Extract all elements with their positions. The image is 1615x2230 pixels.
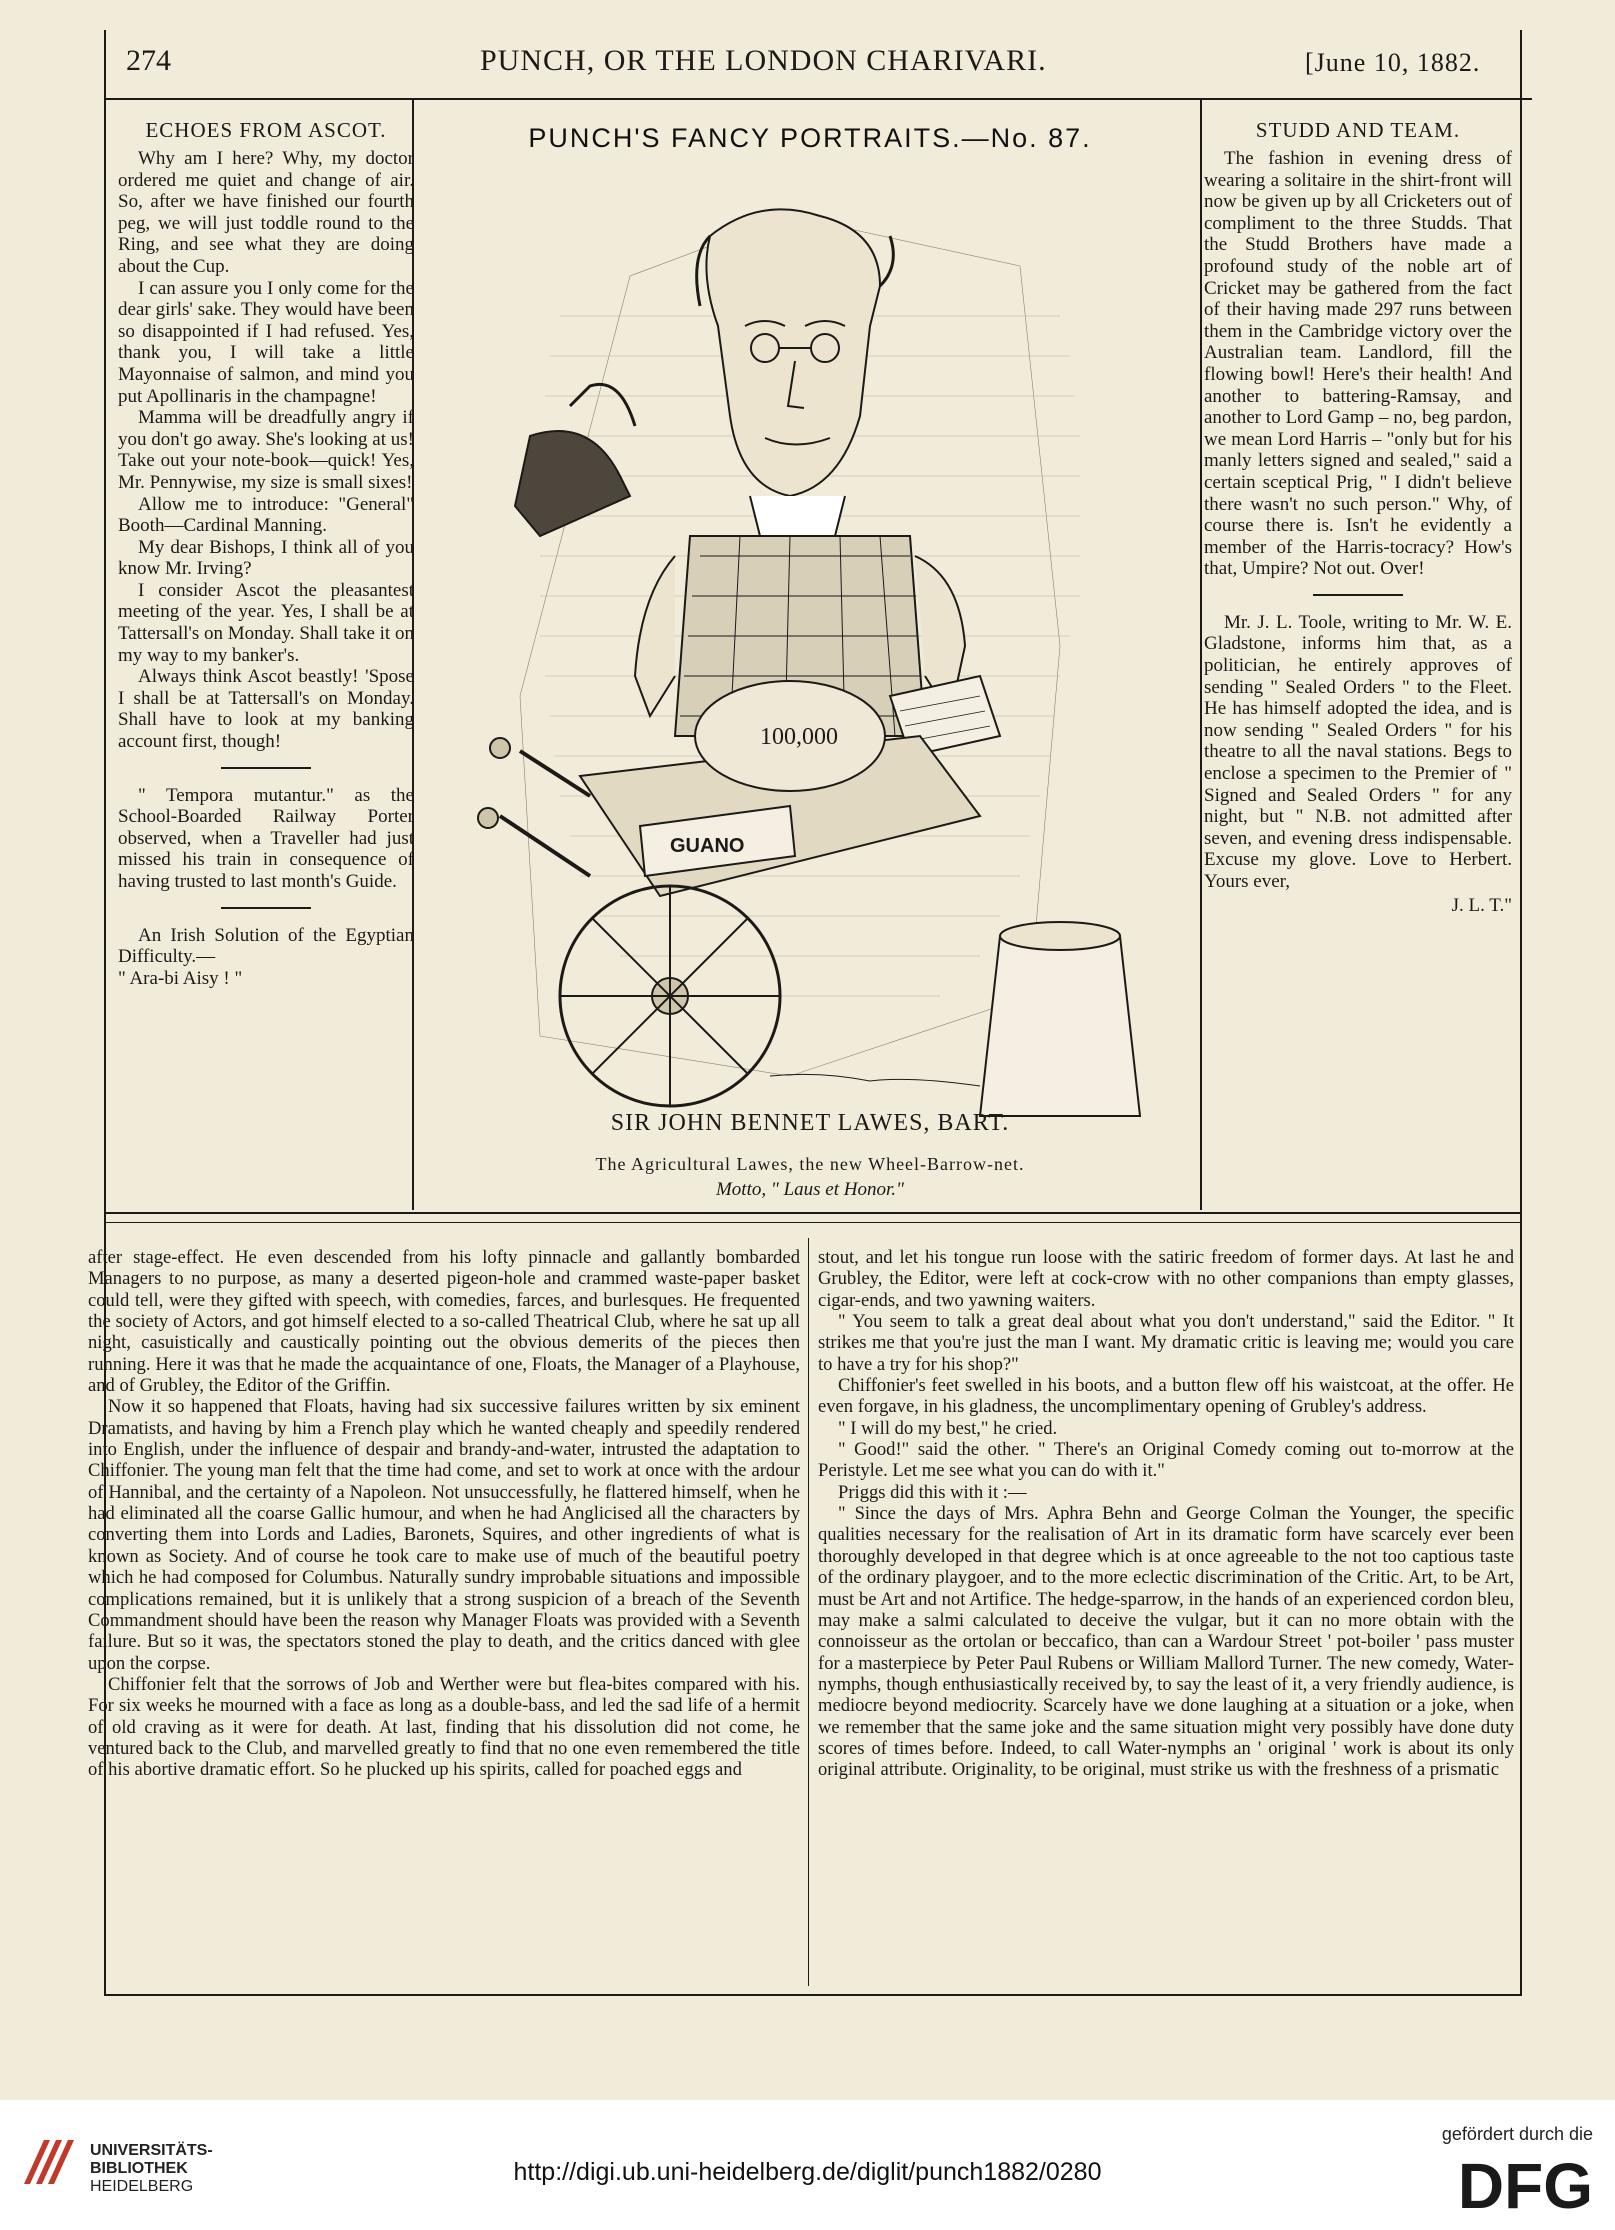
- portrait-subtitle: The Agricultural Lawes, the new Wheel-Barrow-net.: [595, 1153, 1025, 1174]
- barrow-handles: [500, 751, 590, 876]
- page-number: 274: [126, 44, 171, 77]
- section-rule-thin: [104, 1222, 1522, 1223]
- viewer-footer: [0, 2100, 1615, 2230]
- body-column-right: [818, 1247, 1514, 1987]
- header-rule: [104, 98, 1532, 100]
- section-rule: [104, 1212, 1522, 1214]
- wheel-spokes: [560, 886, 780, 1106]
- body-paragraph: " I will do my best," he cried.: [838, 1417, 1058, 1439]
- cartoon-illustration: [460, 176, 1160, 1156]
- university-library-name: UNIVERSITÄTS- BIBLIOTHEK HEIDELBERG: [90, 2142, 213, 2195]
- body-paragraph: " You seem to talk a great deal about what you don't understand," said the Editor. " It strikes me that you're just the man I want. My dramatic critic is leaving me; would you care to have a try for his shop?": [818, 1311, 1514, 1375]
- right-column: [1204, 118, 1512, 1208]
- body-paragraph: Now it so happened that Floats, having had six successive failures written by six eminent Dramatists, and having by him a French play which he wanted cheaply and speedily rendered into English, under the influence of despair and brandy-and-water, intrusted the adaptation to Chiffonier. The young man felt that the time had come, and set to work at once with the ardour of Hannibal, and the certainty of a Napoleon. Not unsuccessfully, he flattered himself, when he had eliminated all the coarse Gallic humour, and when he had Anglicised all the characters by converting them into Lords and Ladies, Baronets, Squires, and other ingredients of what is known as Society. And of course he took care to make use of much of the beautiful poetry which he had composed for Columbus. Naturally sundry improbable situations and impossible complications remained, but it is unlikely that a strong suspicion of a breach of the Seventh Commandment should have been the reason why Manager Floats was provided with a Seventh failure. But so it was, the spectators stoned the play to death, and the critics danced with glee upon the corpse.: [88, 1396, 800, 1674]
- body-column-left: [88, 1247, 800, 1987]
- body-paragraph: " Good!" said the other. " There's an Original Comedy coming out to-morrow at the Peristyle. Let me see what you can do with it.": [818, 1439, 1514, 1482]
- dfg-logo-icon: [1413, 2150, 1593, 2214]
- permalink-url[interactable]: http://digi.ub.uni-heidelberg.de/diglit/punch1882/0280: [513, 2158, 1102, 2186]
- portrait-heading: PUNCH'S FANCY PORTRAITS.—No. 87.: [528, 123, 1092, 153]
- tempora-paragraph: " Tempora mutantur." as the School-Boarded Railway Porter observed, when a Traveller had just missed his train in consequence of having trusted to last month's Guide.: [118, 784, 414, 892]
- issue-date: [June 10, 1882.: [1305, 48, 1481, 77]
- figure: [515, 209, 1000, 756]
- flower-pot: [980, 936, 1140, 1116]
- masthead-title: PUNCH, OR THE LONDON CHARIVARI.: [480, 44, 1047, 77]
- body-paragraph: Chiffonier's feet swelled in his boots, and a button flew off his waistcoat, at the offer. He even forgave, in his gladness, the uncomplimentary opening of Grubley's address.: [818, 1375, 1514, 1418]
- toole-paragraph: Mr. J. L. Toole, writing to Mr. W. E. Gladstone, informs him that, as a politician, he entirely approves of sending " Sealed Orders " to the Fleet. He has himself adopted the idea, and is now sending " Sealed Orders " for his theatre to all the naval stations. Begs to enclose a specimen to the Premier of " Signed and Sealed Orders " for any night, but " N.B. not admitted after seven, and evening dress indispensable. Excuse my glove. Love to Herbert. Yours ever,: [1204, 611, 1512, 892]
- echoes-paragraph: Why am I here? Why, my doctor ordered me quiet and change of air. So, after we have finished our fourth peg, we will just toddle round to the Ring, and see what they are doing about the Cup.: [118, 148, 414, 277]
- echoes-title: ECHOES FROM ASCOT.: [145, 118, 387, 142]
- hat-brim: [570, 384, 635, 426]
- svg-text:DFG: DFG: [1457, 2150, 1593, 2214]
- right-frame-rule: [1520, 30, 1522, 1996]
- separator: [221, 767, 311, 769]
- toole-signature: J. L. T.": [1451, 894, 1512, 916]
- portrait-motto: Motto, " Laus et Honor.": [715, 1178, 905, 1200]
- column-rule-right: [1200, 100, 1202, 1210]
- body-column-rule: [808, 1238, 809, 1986]
- left-arm: [635, 556, 675, 716]
- body-paragraph: after stage-effect. He even descended from his lofty pinnacle and gallantly bombarded Managers to no purpose, as many a deserted pigeon-hole and crammed waste-paper basket could tell, were they gifted with speech, with comedies, farces, and burlesques. He frequented the society of Actors, and got himself elected to a so-called Theatrical Club, where he sat up all night, casuistically and caustically pointing out the obvious demerits of the pieces then running. Here it was that he made the acquaintance of one, Floats, the Manager of a Playhouse, and of Grubley, the Editor of the Griffin.: [88, 1247, 800, 1397]
- artist-signature: [770, 1074, 980, 1086]
- echoes-paragraph: Always think Ascot beastly! 'Spose I shall be at Tattersall's on Monday. Shall have to look at my banking account first, though!: [118, 666, 414, 753]
- irish-title: An Irish Solution of the Egyptian Difficulty.—: [118, 924, 414, 968]
- body-paragraph: Priggs did this with it :—: [838, 1481, 1027, 1503]
- studd-paragraph: The fashion in evening dress of wearing a solitaire in the shirt-front will now be given up by all Cricketers out of compliment to the three Studds. That the Studd Brothers have made a profound study of the noble art of Cricket may be gathered from the fact of their having made 297 runs between them in the Cambridge victory over the Australian team. Landlord, fill the flowing bowl! Here's their health! And another to battering-Ramsay, and another to Lord Gamp – no, beg pardon, we mean Lord Harris – "only but for his manly letters signed and sealed," said a certain sceptical Prig, " I didn't believe there wasn't no such person." Why, of course there is. Isn't he evidently a member of the Harris-tocracy? How's that, Umpire? Not out. Over!: [1204, 148, 1512, 580]
- portrait-caption: [420, 1110, 1200, 1203]
- body-paragraph: " Since the days of Mrs. Aphra Behn and George Colman the Younger, the specific qualities necessary for the realisation of Art in its dramatic form have scarcely ever been thoroughly developed in that degree which is at once agreeable to the not too captious taste of the ordinary playgoer, and to the more eclectic discrimination of the Critic. Art, to be Art, must be Art and not Artifice. The hedge-sparrow, in the hands of an experienced cordon bleu, may make a salmi calculated to deceive the vulgar, but it can no more obtain with the connoisseur as the ortolan or beccafico, than can a Wardour Street ' pot-boiler ' pass muster for a masterpiece by Peter Paul Rubens or William Mallord Turner. The new comedy, Water-nymphs, though enthusiastically received by, to say the least of it, a very friendly audience, is mediocre beyond mediocrity. Scarcely have we done laughing at a situation or a joke, when we remember that the same joke and the same situation might very possibly have done duty scores of times before. Indeed, to call Water-nymphs an ' original ' work is about its only original attribute. Originality, to be original, must strike us with the freshness of a prismatic: [818, 1503, 1514, 1781]
- left-column: [118, 118, 414, 1198]
- echoes-paragraph: Mamma will be dreadfully angry if you don't go away. She's looking at us! Take out your note-book—quick! Yes, Mr. Pennywise, my size is small sixes!: [118, 407, 414, 493]
- portrait-section: [420, 118, 1200, 1208]
- echoes-paragraph: I consider Ascot the pleasantest meeting of the year. Yes, I shall be at Tattersall's on Monday. Shall take it on my way to my banker's.: [118, 579, 414, 666]
- wheelbarrow: [478, 681, 1140, 1116]
- collar: [750, 496, 845, 536]
- irish-text: " Ara-bi Aisy ! ": [118, 967, 243, 989]
- echoes-paragraph: Allow me to introduce: "General" Booth—Cardinal Manning.: [118, 493, 414, 537]
- echoes-paragraph: My dear Bishops, I think all of you know Mr. Irving?: [118, 536, 414, 580]
- echoes-paragraph: I can assure you I only come for the dear girls' sake. They would have been so disappointed if I had refused. Yes, thank you, I will take a little Mayonnaise of salmon, and mind you put Apollinaris in the champagne!: [118, 277, 414, 407]
- body-paragraph: Chiffonier felt that the sorrows of Job and Werther were but flea-bites compared with his. For six weeks he mourned with a face as long as a double-bass, and led the sad life of a hermit of old craving as it were for death. At last, finding that his dissolution did not come, he ventured back to the Club, and marvelled greatly to find that no one even remembered the title of his abortive dramatic effort. So he plucked up his spirits, called for poached eggs and: [88, 1673, 800, 1781]
- money-bag-label: 100,000: [760, 724, 838, 750]
- separator: [1313, 594, 1403, 596]
- funded-by-label: gefördert durch die: [1441, 2124, 1593, 2144]
- studd-title: STUDD AND TEAM.: [1255, 118, 1461, 142]
- guano-sign-label: GUANO: [670, 835, 745, 857]
- hat: [515, 431, 630, 536]
- bottom-rule: [104, 1994, 1522, 1996]
- head: [706, 209, 880, 496]
- portrait-name: SIR JOHN BENNET LAWES, BART.: [610, 1110, 1010, 1136]
- body-paragraph: stout, and let his tongue run loose with the satiric freedom of former days. At last he and Grubley, the Editor, were left at cock-crow with no other companions than empty glasses, cigar-ends, and two yawning waiters.: [818, 1247, 1514, 1311]
- separator: [221, 907, 311, 909]
